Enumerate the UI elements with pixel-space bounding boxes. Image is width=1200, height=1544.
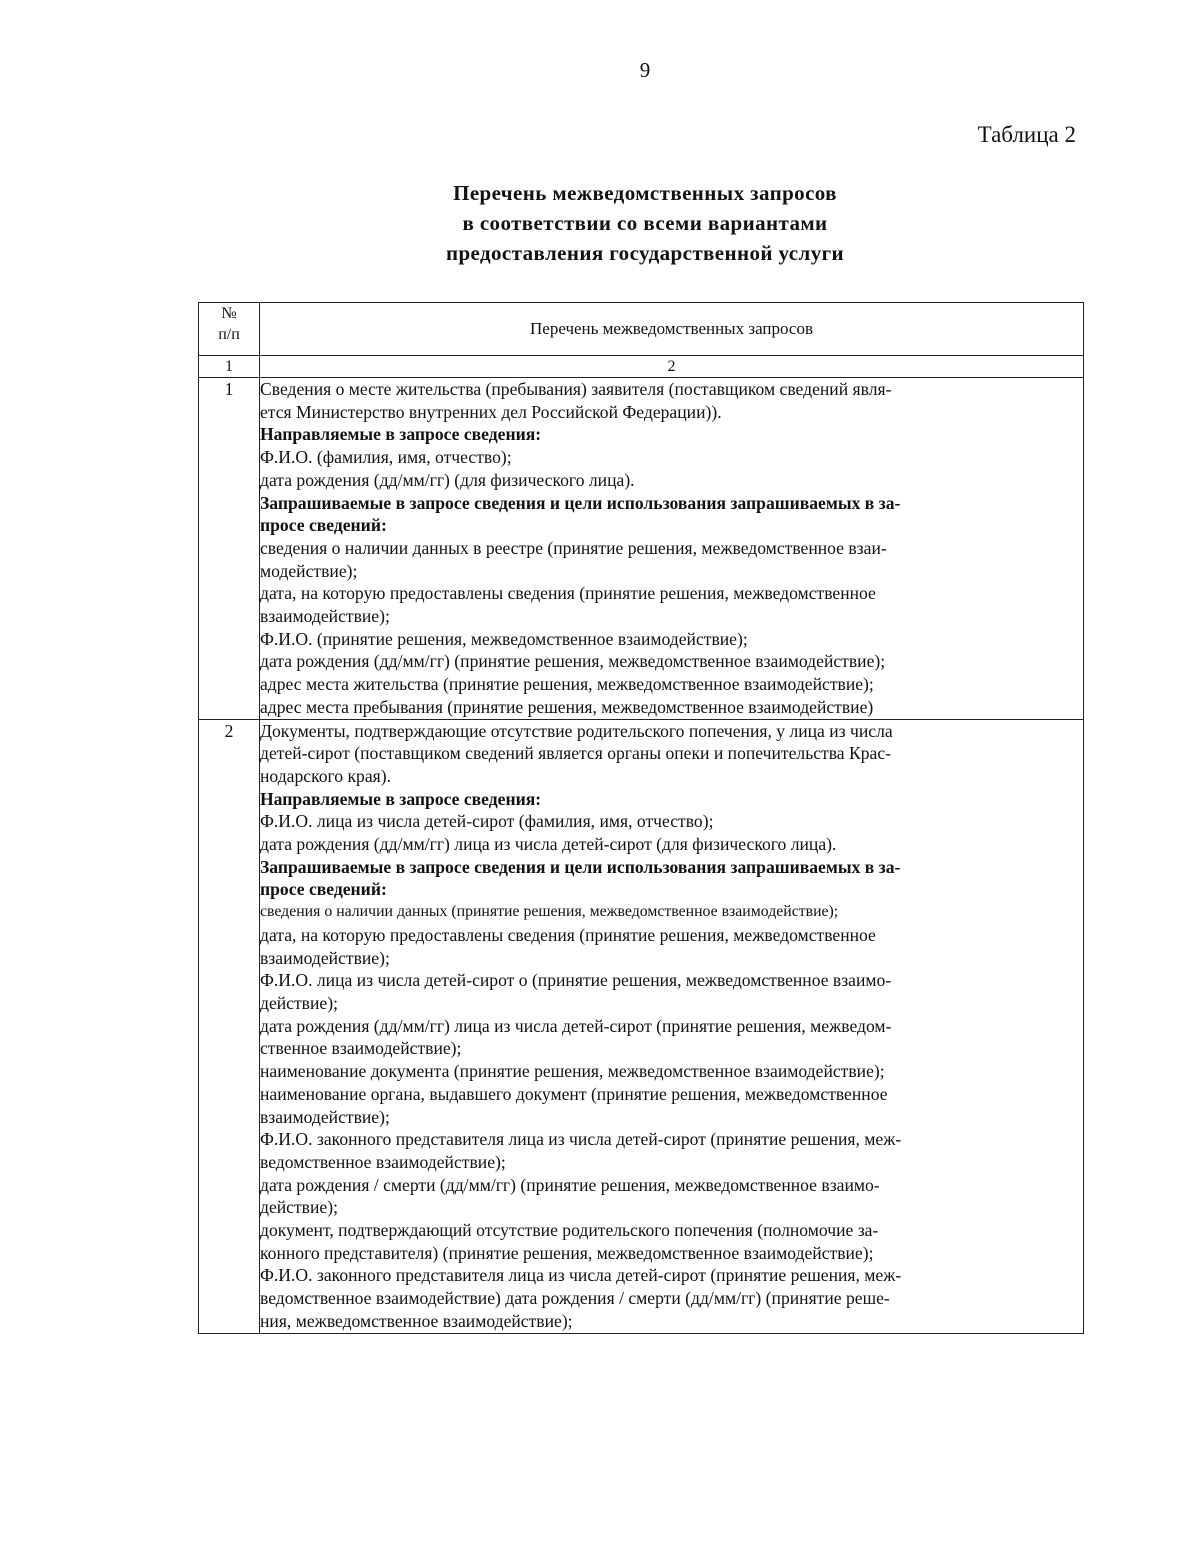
requests-table: [198, 302, 1084, 1334]
column-number-1: 1: [199, 356, 260, 378]
section-heading: Запрашиваемые в запросе сведения и цели использования запрашиваемых в за-: [260, 492, 901, 513]
content-line: Ф.И.О. лица из числа детей-сирот (фамилия, имя, отчество);: [260, 811, 714, 832]
content-line: Ф.И.О. лица из числа детей-сирот о (принятие решения, межведомственное взаимо-: [260, 970, 892, 991]
title-line: предоставления государственной услуги: [445, 241, 845, 265]
content-line: взаимодействие);: [260, 947, 390, 968]
table-row: [199, 719, 1084, 1333]
section-heading: Направляемые в запросе сведения:: [260, 788, 542, 809]
content-line: ведомственное взаимодействие);: [260, 1151, 506, 1172]
content-line: сведения о наличии данных (принятие решения, межведомственное взаимодействие);: [260, 903, 839, 921]
content-line: ведомственное взаимодействие) дата рождения / смерти (дд/мм/гг) (принятие реше-: [260, 1288, 890, 1309]
content-line: дата рождения (дд/мм/гг) лица из числа детей-сирот (для физического лица).: [260, 834, 837, 855]
content-line: детей-сирот (поставщиком сведений является органы опеки и попечительства Крас-: [260, 743, 892, 764]
row-content: [260, 378, 1084, 720]
title-line: Перечень межведомственных запросов: [453, 181, 837, 205]
table-label: Таблица 2: [977, 122, 1076, 147]
content-line: Сведения о месте жительства (пребывания) заявителя (поставщиком сведений явля-: [260, 379, 892, 399]
content-line: дата, на которую предоставлены сведения (принятие решения, межведомственное: [260, 583, 876, 604]
page-number: 9: [639, 58, 651, 82]
content-line: дата рождения (дд/мм/гг) (для физического лица).: [260, 469, 635, 490]
content-line: адрес места пребывания (принятие решения, межведомственное взаимодействие): [260, 696, 874, 717]
content-line: Ф.И.О. законного представителя лица из числа детей-сирот (принятие решения, меж-: [260, 1265, 902, 1286]
content-line: взаимодействие);: [260, 1106, 390, 1127]
content-line: наименование органа, выдавшего документ (принятие решения, межведомственное: [260, 1083, 888, 1104]
content-line: наименование документа (принятие решения, межведомственное взаимодействие);: [260, 1061, 885, 1082]
content-line: дата рождения / смерти (дд/мм/гг) (принятие решения, межведомственное взаимо-: [260, 1174, 880, 1195]
section-heading: Направляемые в запросе сведения:: [260, 424, 542, 445]
content-line: Документы, подтверждающие отсутствие родительского попечения, у лица из числа: [260, 720, 893, 741]
table-header-row: [199, 303, 1084, 356]
content-line: взаимодействие);: [260, 606, 390, 627]
section-heading: просе сведений:: [260, 879, 387, 900]
content-line: ется Министерство внутренних дел Российской Федерации)).: [260, 401, 722, 422]
content-line: Ф.И.О. законного представителя лица из числа детей-сирот (принятие решения, меж-: [260, 1129, 902, 1150]
content-line: модействие);: [260, 560, 358, 581]
header-title: Перечень межведомственных запросов: [530, 318, 813, 338]
column-number-2: 2: [260, 356, 1084, 378]
content-line: действие);: [260, 1197, 338, 1218]
header-num-cell: [199, 303, 260, 356]
row-number: 2: [199, 719, 260, 1333]
content-line: дата, на которую предоставлены сведения (принятие решения, межведомственное: [260, 924, 876, 945]
content-line: Ф.И.О. (принятие решения, межведомственное взаимодействие);: [260, 628, 748, 649]
content-line: дата рождения (дд/мм/гг) лица из числа детей-сирот (принятие решения, межведом-: [260, 1015, 892, 1036]
content-line: дата рождения (дд/мм/гг) (принятие решения, межведомственное взаимодействие);: [260, 651, 886, 672]
column-number-row: [199, 356, 1084, 378]
content-line: адрес места жительства (принятие решения, межведомственное взаимодействие);: [260, 674, 874, 695]
section-heading: просе сведений:: [260, 515, 387, 536]
content-line: документ, подтверждающий отсутствие родительского попечения (полномочие за-: [260, 1220, 879, 1241]
content-line: ственное взаимодействие);: [260, 1038, 462, 1059]
title-line: в соответствии со всеми вариантами: [462, 211, 828, 235]
content-line: сведения о наличии данных в реестре (принятие решения, межведомственное взаи-: [260, 537, 887, 558]
content-line: конного представителя) (принятие решения, межведомственное взаимодействие);: [260, 1242, 874, 1263]
header-num-abbr: п/п: [218, 326, 240, 343]
row-content: [260, 719, 1084, 1333]
content-line: действие);: [260, 992, 338, 1013]
section-heading: Запрашиваемые в запросе сведения и цели использования запрашиваемых в за-: [260, 856, 901, 877]
row-number: 1: [199, 378, 260, 720]
content-line: нодарского края).: [260, 765, 391, 786]
document-title: [0, 178, 1200, 268]
content-line: Ф.И.О. (фамилия, имя, отчество);: [260, 447, 512, 468]
header-title-cell: [260, 303, 1084, 356]
table-row: [199, 378, 1084, 720]
content-line: ния, межведомственное взаимодействие);: [260, 1310, 573, 1331]
header-num-symbol: №: [221, 305, 237, 322]
